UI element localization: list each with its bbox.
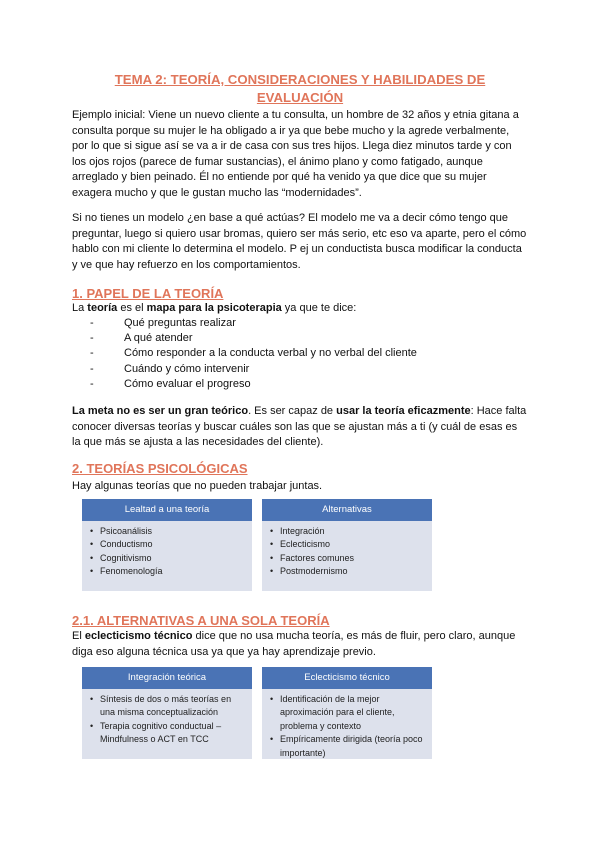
list-item: - Qué preguntas realizar bbox=[72, 316, 417, 331]
list-item: - Cómo responder a la conducta verbal y no verbal del cliente bbox=[72, 346, 417, 361]
loyalty-theory-box bbox=[82, 499, 252, 591]
list-item: - Cómo evaluar el progreso bbox=[72, 377, 417, 392]
page-title: TEMA 2: TEORÍA, CONSIDERACIONES Y HABILIDADES DE EVALUACIÓN bbox=[114, 72, 486, 105]
intro-paragraph-1: Ejemplo inicial: Viene un nuevo cliente a tu consulta, un hombre de 32 años y etnia gitana a consulta porque su mujer le ha obligado a ir ya que bebe mucho y la agrede verbalmente, por lo que si sigue así se va a ir de casa con sus tres hijos. Llega diez minutos tarde y con los ojos rojos (parece de fumar sustancias), el ánimo plano y como fatigado, aunque arreglado y bien peinado. Él no entiende por qué ha venido ya que dice que su mujer exagera mucho y que le gustan mucho las “modernidades”. bbox=[72, 109, 519, 199]
alternatives-box bbox=[262, 499, 432, 591]
list-item: - A qué atender bbox=[72, 331, 417, 346]
technical-eclecticism-box bbox=[262, 667, 432, 759]
list-item: • Conductismo bbox=[90, 538, 246, 551]
list-item: • Identificación de la mejor aproximación para el cliente, problema y contexto bbox=[270, 693, 426, 733]
intro-paragraph-2: Si no tienes un modelo ¿en base a qué actúas? El modelo me va a decir cómo tengo que preguntar, luego si quiero usar bromas, quiero ser más serio, etc eso va aparte, pero el cómo hablo con mi cliente lo determina el modelo. P ej un conductista busca modificar la conducta y ve que hay refuerzo en los comportamientos. bbox=[72, 212, 527, 271]
theoretical-integration-box bbox=[82, 667, 252, 759]
list-item: • Síntesis de dos o más teorías en una misma conceptualización bbox=[90, 693, 246, 720]
section-2-1-lead: El eclecticismo técnico dice que no usa mucha teoría, es más de fluir, pero claro, aunque diga eso alguna técnica usa ya que ya hay aprendizaje previo. bbox=[72, 630, 516, 658]
box-header: Lealtad a una teoría bbox=[82, 499, 252, 521]
list-item: • Integración bbox=[270, 525, 426, 538]
list-item: • Eclecticismo bbox=[270, 538, 426, 551]
list-item: - Cuándo y cómo intervenir bbox=[72, 362, 417, 377]
list-item: • Fenomenología bbox=[90, 565, 246, 578]
list-item: • Empíricamente dirigida (teoría poco importante) bbox=[270, 733, 426, 760]
section-2-lead: Hay algunas teorías que no pueden trabajar juntas. bbox=[72, 480, 323, 492]
list-item: • Postmodernismo bbox=[270, 565, 426, 578]
box-header: Alternativas bbox=[262, 499, 432, 521]
list-item: • Factores comunes bbox=[270, 552, 426, 565]
list-item: • Cognitivismo bbox=[90, 552, 246, 565]
list-item: • Psicoanálisis bbox=[90, 525, 246, 538]
section-2-1-heading: 2.1. ALTERNATIVAS A UNA SOLA TEORÍA bbox=[72, 613, 330, 628]
box-header: Eclecticismo técnico bbox=[262, 667, 432, 689]
section-1-lead: La teoría es el mapa para la psicoterapia ya que te dice: bbox=[72, 302, 357, 314]
section-2-heading: 2. TEORÍAS PSICOLÓGICAS bbox=[72, 461, 248, 476]
section-1-meta-paragraph: La meta no es ser un gran teórico. Es ser capaz de usar la teoría eficazmente: Hace falta conocer diversas teorías y buscar cuáles son las que se ajustan más a ti (y cuál de esas es la que más se ajusta a las necesidades del cliente). bbox=[72, 405, 527, 449]
box-header: Integración teórica bbox=[82, 667, 252, 689]
list-item: • Terapia cognitivo conductual – Mindfulness o ACT en TCC bbox=[90, 720, 246, 747]
section-1-heading: 1. PAPEL DE LA TEORÍA bbox=[72, 286, 224, 301]
